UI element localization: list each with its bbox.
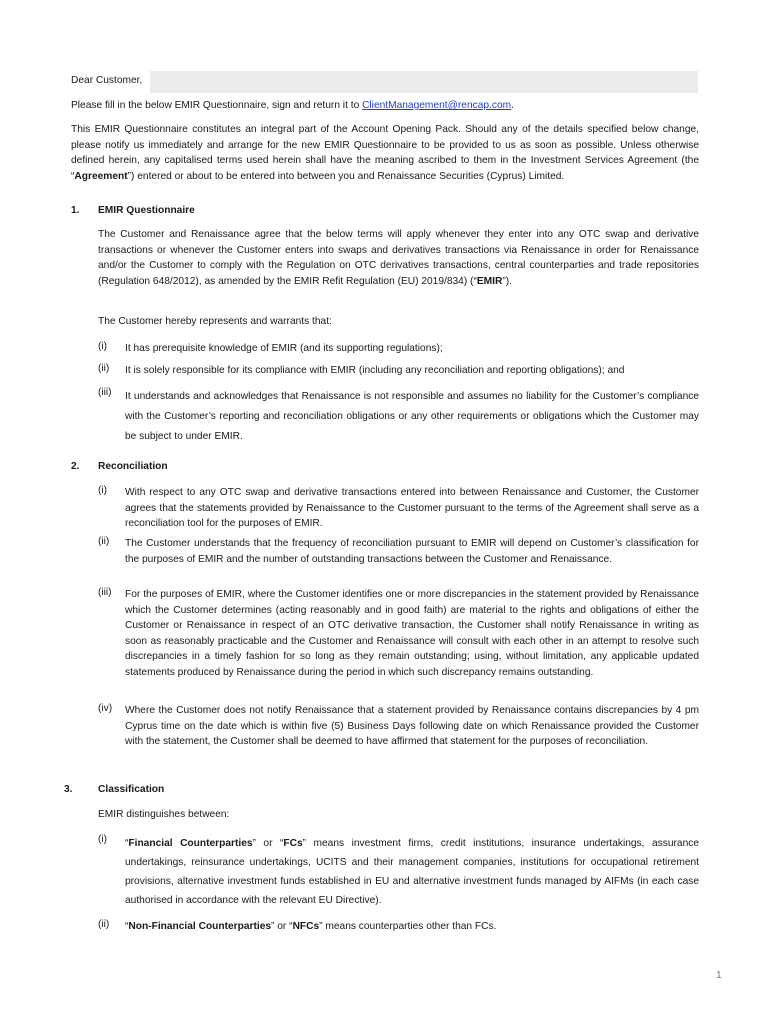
s2-item-1-number: (i) bbox=[98, 485, 108, 496]
s2-item-3-number: (iii) bbox=[98, 587, 112, 598]
s2-item-4-text: Where the Customer does not notify Renaissance that a statement provided by Renaissance contains discrepancies by 4 pm Cyprus time on the date which is within five (5) Business Days following date on which Renaissance provided the Customer with the statement, the Customer shall be deemed to have affirmed that statement for the purposes of reconciliation. bbox=[125, 705, 699, 748]
section-3-intro: EMIR distinguishes between: bbox=[98, 809, 230, 820]
section-3-number: 3. bbox=[64, 784, 73, 795]
instruction-line: Please fill in the below EMIR Questionnaire, sign and return it to ClientManagement@rencap.com. bbox=[71, 100, 514, 111]
section-1-paragraph: The Customer and Renaissance agree that the below terms will apply whenever they enter into any OTC swap and derivative transactions or whenever the Customer enters into swaps and derivatives transactions via Renaissance in order for Renaissance and/or the Customer to comply with the Regulation on OTC derivatives transactions, central counterparties and trade repositories (Regulation 648/2012), as amended by the EMIR Refit Regulation (EU) 2019/834) (“EMIR”). bbox=[98, 229, 699, 287]
s2-item-2-text: The Customer understands that the frequency of reconciliation pursuant to EMIR will depend on Customer’s classification for the purposes of EMIR and the number of outstanding transactions between the Customer and Renaissance. bbox=[125, 538, 699, 565]
s3-item-1-number: (i) bbox=[98, 834, 108, 845]
customer-name-input[interactable] bbox=[150, 71, 698, 93]
section-3-title: Classification bbox=[98, 784, 165, 795]
intro-paragraph: This EMIR Questionnaire constitutes an integral part of the Account Opening Pack. Should any of the details specified below change, please notify us immediately and arrange for the new EMIR Questionnaire to be provided to us as soon as possible. Unless otherwise defined herein, any capitalised terms used herein shall have the meaning ascribed to them in the Investment Services Agreement (the “Agreement”) entered or about to be entered into between you and Renaissance Securities (Cyprus) Limited. bbox=[71, 124, 699, 182]
s3-item-2-text: “Non-Financial Counterparties” or “NFCs” means counterparties other than FCs. bbox=[125, 921, 497, 932]
s3-item-2-number: (ii) bbox=[98, 919, 110, 930]
s1-item-2-number: (ii) bbox=[98, 363, 110, 374]
s1-item-3-number: (iii) bbox=[98, 387, 112, 398]
section-1-title: EMIR Questionnaire bbox=[98, 205, 195, 216]
greeting: Dear Customer, bbox=[71, 75, 143, 86]
section-1-number: 1. bbox=[71, 205, 80, 216]
s2-item-3-text: For the purposes of EMIR, where the Customer identifies one or more discrepancies in the statement provided by Renaissance which the Customer determines (acting reasonably and in good faith) are material to the rights and obligations of either the Customer or Renaissance in respect of an OTC derivative transaction, the Customer shall notify Renaissance in writing as soon as reasonably practicable and the Customer and Renaissance will consult with each other in an attempt to resolve such discrepancies in a timely fashion for so long as they remain outstanding; using, without limitation, any applicable updated statements produced by Renaissance during the period in which such discrepancy remains outstanding. bbox=[125, 589, 699, 678]
email-link[interactable]: ClientManagement@rencap.com bbox=[362, 100, 512, 111]
s2-item-4-number: (iv) bbox=[98, 703, 113, 714]
section-2-title: Reconciliation bbox=[98, 461, 168, 472]
s2-item-2-number: (ii) bbox=[98, 536, 110, 547]
s1-item-1-text: It has prerequisite knowledge of EMIR (and its supporting regulations); bbox=[125, 343, 443, 354]
s3-item-1-text: “Financial Counterparties” or “FCs” means investment firms, credit institutions, insurance undertakings, assurance undertakings, reinsurance undertakings, UCITS and their management companies, institutions for occupational retirement provisions, alternative investment funds established in EU and alternative investment funds managed by AIFMs (in each case authorised in accordance with the relevant EU Directive). bbox=[125, 838, 699, 906]
s1-item-3-text: It understands and acknowledges that Renaissance is not responsible and assumes no liability for the Customer’s compliance with the Customer’s reporting and reconciliation obligations or any other requirements or obligations which the Customer may be subject to under EMIR. bbox=[125, 391, 699, 442]
s2-item-1-text: With respect to any OTC swap and derivative transactions entered into between Renaissance and Customer, the Customer agrees that the statements provided by Renaissance to the Customer pursuant to the terms of the Agreement shall serve as a reconciliation tool for the purposes of EMIR. bbox=[125, 487, 699, 530]
s1-item-1-number: (i) bbox=[98, 341, 108, 352]
section-1-warranty-intro: The Customer hereby represents and warrants that: bbox=[98, 316, 332, 327]
section-2-number: 2. bbox=[71, 461, 80, 472]
s1-item-2-text: It is solely responsible for its compliance with EMIR (including any reconciliation and reporting obligations); and bbox=[125, 365, 625, 376]
page-number: 1 bbox=[716, 970, 722, 981]
